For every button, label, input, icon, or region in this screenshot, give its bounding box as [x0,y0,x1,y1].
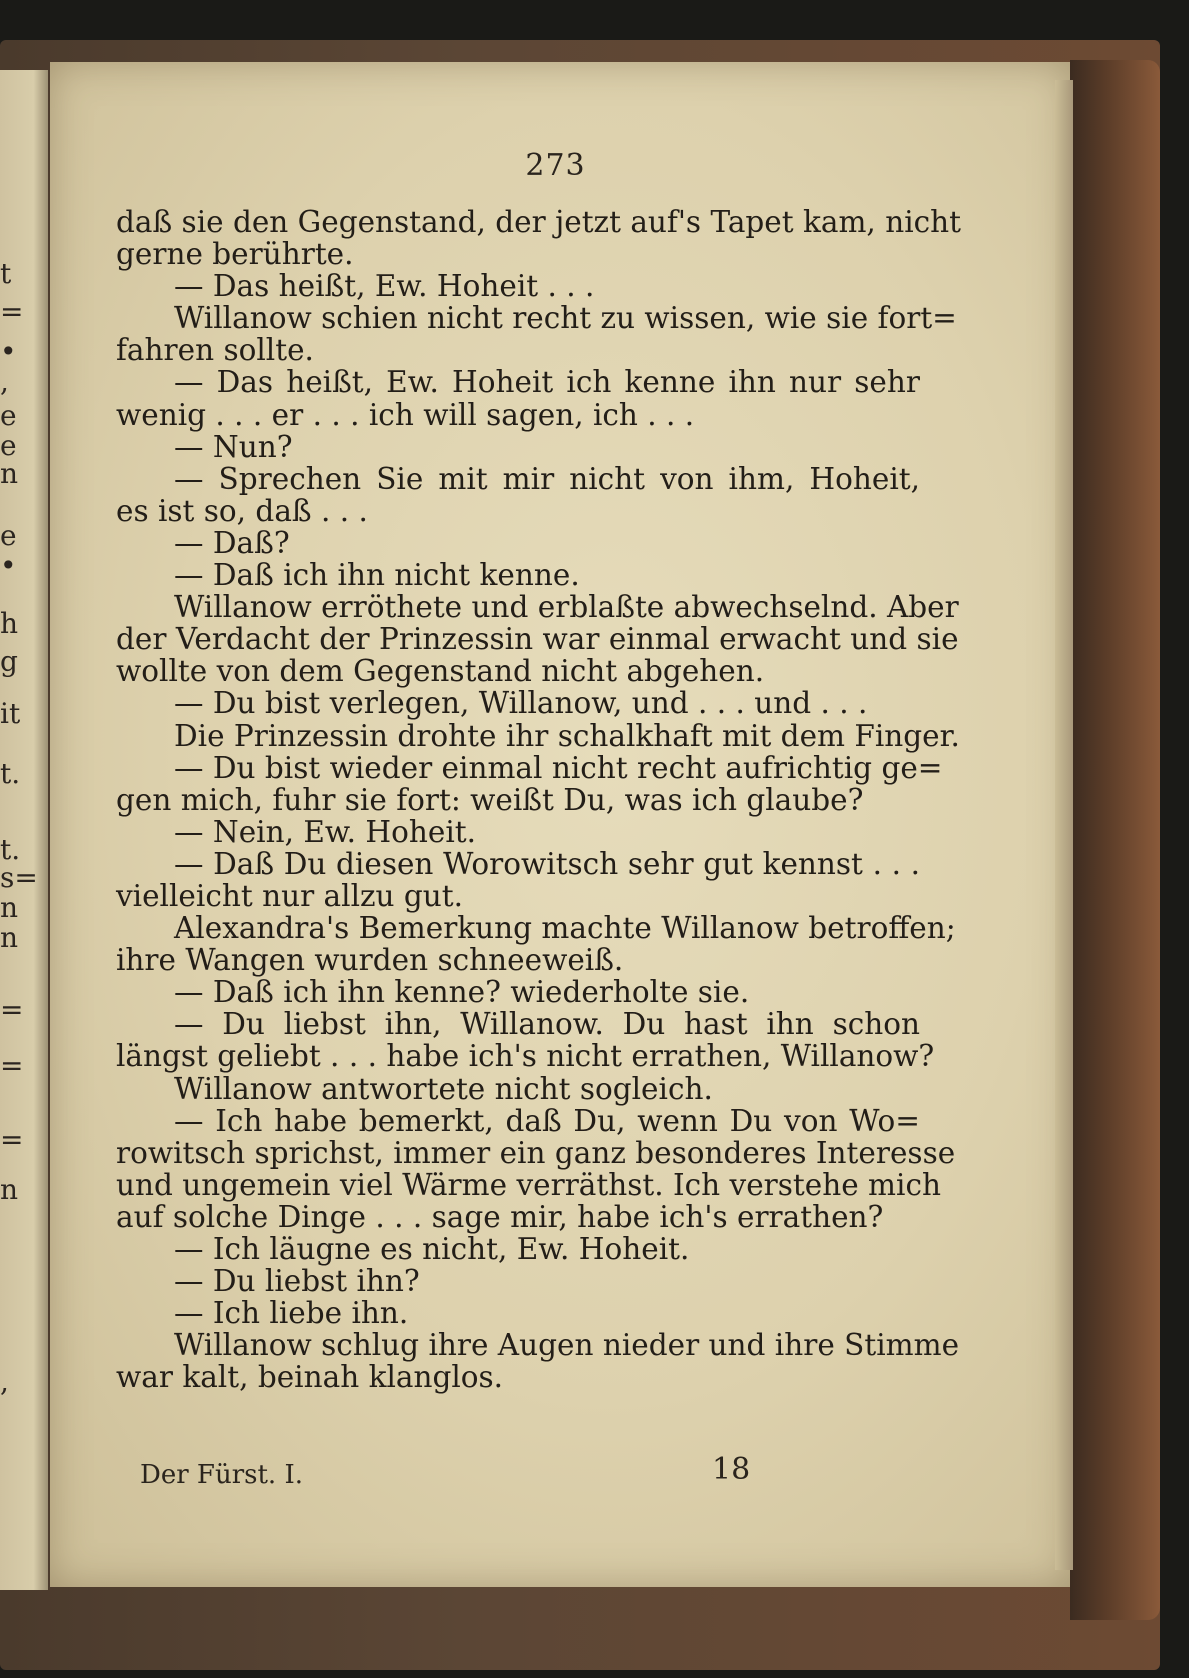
text-line: daß sie den Gegenstand, der jetzt auf's Tapet kam, nicht [116,205,961,239]
text-line: — Daß Du diesen Worowitsch sehr gut kennst . . . [174,846,920,881]
text-line: Willanow antwortete nicht sogleich. [174,1071,713,1106]
text-line: längst geliebt . . . habe ich's nicht errathen, Willanow? [116,1039,935,1074]
text-line: ihre Wangen wurden schneeweiß. [116,943,624,978]
facing-page-fragment: • [0,549,17,582]
text-line: — Das heißt, Ew. Hoheit . . . [174,269,595,304]
footer-signature: Der Fürst. I. [140,1460,303,1490]
text-line: rowitsch sprichst, immer ein ganz besonderes Interesse [116,1135,956,1170]
text-line: Willanow schlug ihre Augen nieder und ihre Stimme [174,1328,960,1363]
text-line: auf solche Dinge . . . sage mir, habe ich's errathen? [116,1199,884,1234]
facing-page-fragment: = [0,1123,24,1156]
text-line: vielleicht nur allzu gut. [116,878,464,913]
text-line: wollte von dem Gegenstand nicht abgehen. [116,654,765,689]
facing-page-fragment: n [0,457,19,490]
facing-page-fragment: e [0,429,17,462]
text-line: fahren sollte. [116,333,314,368]
facing-page-fragment: n [0,1173,19,1206]
facing-page-fragment: t. [0,757,21,790]
facing-page-fragment: , [0,365,9,398]
facing-page-fragment: n [0,921,19,954]
text-line: es ist so, daß . . . [116,493,368,528]
facing-page-fragment: h [0,607,19,640]
facing-page-fragment: e [0,519,17,552]
text-line: gen mich, fuhr sie fort: weißt Du, was ich glaube? [116,782,864,817]
text-line: der Verdacht der Prinzessin war einmal erwacht und sie [116,622,959,657]
text-line: — Nein, Ew. Hoheit. [174,814,476,849]
text-line: — Ich liebe ihn. [174,1296,409,1331]
facing-page-fragment: n [0,891,19,924]
facing-page-fragment: = [0,1049,24,1082]
facing-page-fragment: = [0,295,24,328]
text-line: und ungemein viel Wärme verräthst. Ich verstehe mich [116,1167,941,1202]
text-line: war kalt, beinah klanglos. [116,1360,504,1395]
text-line: — Du liebst ihn, Willanow. Du hast ihn schon [174,1007,920,1042]
text-line: gerne berührte. [116,237,354,272]
text-line: — Du bist verlegen, Willanow, und . . . und . . . [174,686,868,721]
text-line: — Sprechen Sie mit mir nicht von ihm, Hoheit, [174,461,920,496]
facing-page-fragment: e [0,399,17,432]
facing-page-fragment: it [0,697,21,730]
text-line: — Du liebst ihn? [174,1264,420,1299]
text-line: — Daß ich ihn nicht kenne. [174,558,580,593]
text-line: — Ich habe bemerkt, daß Du, wenn Du von Wo= [174,1103,920,1138]
page-edges [1055,80,1073,1570]
text-line: — Daß? [174,525,290,560]
text-line: Willanow schien nicht recht zu wissen, wie sie fort= [174,301,957,336]
facing-page-fragment: = [0,993,24,1026]
text-line: Die Prinzessin drohte ihr schalkhaft mit dem Finger. [174,718,960,753]
text-line: — Das heißt, Ew. Hoheit ich kenne ihn nur sehr [174,365,920,400]
text-line: — Du bist wieder einmal nicht recht aufrichtig ge= [174,750,943,785]
facing-page-fragment: t [0,257,12,290]
page-body-text [116,205,961,1395]
text-line: — Nun? [174,429,293,464]
page-number: 273 [525,148,586,183]
text-line: wenig . . . er . . . ich will sagen, ich . . . [116,397,695,432]
facing-page-fragment: s= [0,861,38,894]
facing-page-fragment: t. [0,833,21,866]
facing-page-fragment: • [0,335,17,368]
facing-page-fragment: g [0,645,18,678]
footer-sheet-number: 18 [712,1452,751,1487]
text-line: Alexandra's Bemerkung machte Willanow betroffen; [174,911,956,946]
text-line: — Ich läugne es nicht, Ew. Hoheit. [174,1232,690,1266]
facing-page-strip [0,70,48,1590]
text-line: Willanow erröthete und erblaßte abwechselnd. Aber [174,590,959,625]
facing-page-fragment: , [0,1365,9,1398]
text-line: — Daß ich ihn kenne? wiederholte sie. [174,975,750,1010]
book-cover-edge [1070,60,1160,1620]
